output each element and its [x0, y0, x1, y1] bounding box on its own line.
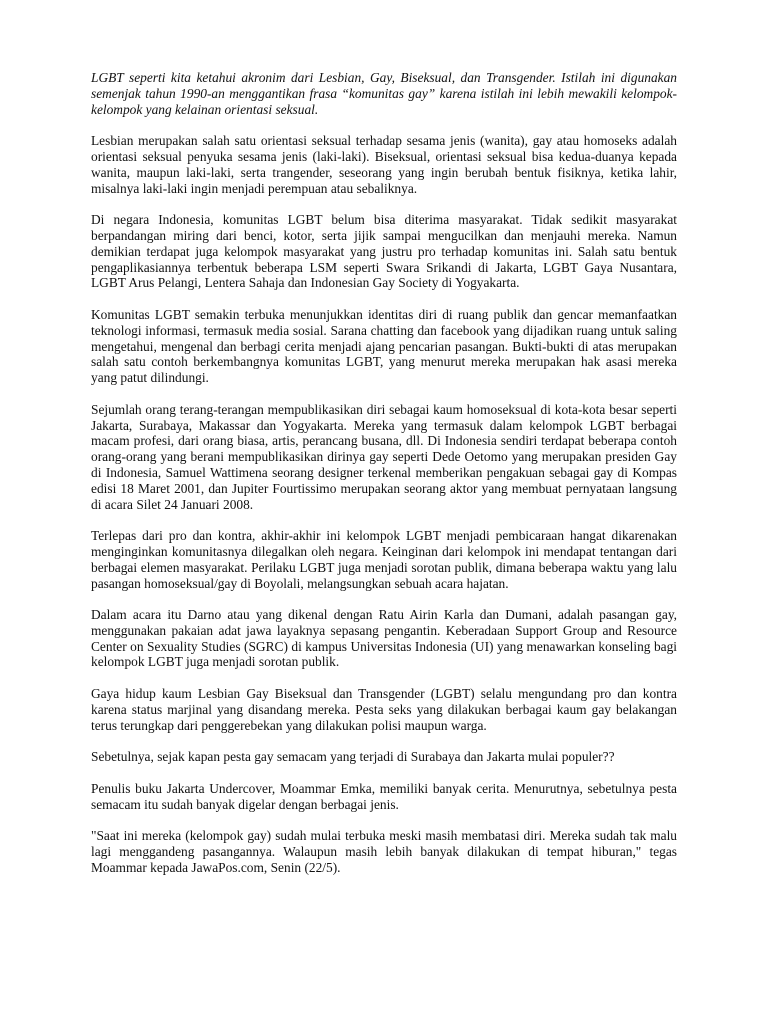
paragraph-intro: LGBT seperti kita ketahui akronim dari Lesbian, Gay, Biseksual, dan Transgender. Istilah ini digunakan semenjak tahun 1990-an menggantikan frasa “komunitas gay” karena istilah ini lebih mewakili kelompok-kelompok yang kelainan orientasi seksual.: [91, 70, 677, 117]
paragraph-public-figures: Sejumlah orang terang-terangan mempublikasikan diri sebagai kaum homoseksual di kota-kota besar seperti Jakarta, Surabaya, Makassar dan Yogyakarta. Mereka yang termasuk dalam kelompok LGBT berbagai macam profesi, dari orang biasa, artis, perancang busana, dll. Di Indonesia sendiri terdapat beberapa contoh orang-orang yang berani mempublikasikan dirinya gay seperti Dede Oetomo yang merupakan presiden Gay di Indonesia, Samuel Wattimena seorang designer terkenal memberikan pengakuan sebagai gay di Kompas edisi 18 Maret 2001, dan Jupiter Fourtissimo merupakan seorang aktor yang membuat pernyataan langsung di acara Silet 24 Januari 2008.: [91, 401, 677, 512]
paragraph-boyolali-event: Dalam acara itu Darno atau yang dikenal dengan Ratu Airin Karla dan Dumani, adalah pasangan gay, menggunakan pakaian adat jawa layaknya sepasang pengantin. Keberadaan Support Group and Resource Center on Sexuality Studies (SGRC) di kampus Universitas Indonesia (UI) yang menawarkan konseling bagi kelompok LGBT juga menjadi sorotan publik.: [91, 607, 677, 670]
document-page: [91, 70, 677, 891]
paragraph-definitions: Lesbian merupakan salah satu orientasi seksual terhadap sesama jenis (wanita), gay atau homoseks adalah orientasi seksual penyuka sesama jenis (laki-laki). Biseksual, orientasi seksual bisa kedua-duanya kepada wanita, maupun laki-laki, serta trangender, seseorang yang ingin berubah bentuk fisiknya, ketika lahir, misalnya laki-laki ingin menjadi perempuan atau sebaliknya.: [91, 133, 677, 196]
paragraph-quote: "Saat ini mereka (kelompok gay) sudah mulai terbuka meski masih membatasi diri. Mereka sudah tak malu lagi menggandeng pasangannya. Walaupun masih lebih banyak dilakukan di tempat hiburan," tegas Moammar kepada JawaPos.com, Senin (22/5).: [91, 828, 677, 875]
paragraph-question: Sebetulnya, sejak kapan pesta gay semacam yang terjadi di Surabaya dan Jakarta mulai populer??: [91, 749, 615, 765]
paragraph-social-media: Komunitas LGBT semakin terbuka menunjukkan identitas diri di ruang publik dan gencar memanfaatkan teknologi informasi, termasuk media sosial. Sarana chatting dan facebook yang dijadikan ruang untuk saling mengetahui, mengenal dan berbagi cerita menjadi ajang pencarian pasangan. Bukti-bukti di atas merupakan salah satu contoh berkembangnya komunitas LGBT, yang menurut mereka merupakan hak asasi mereka yang patut dilindungi.: [91, 306, 677, 386]
paragraph-lifestyle: Gaya hidup kaum Lesbian Gay Biseksual dan Transgender (LGBT) selalu mengundang pro dan kontra karena status marjinal yang disandang mereka. Pesta seks yang dilakukan berbagai kaum gay belakangan terus terungkap dari penggerebekan yang dilakukan polisi maupun warga.: [91, 686, 677, 733]
paragraph-author: Penulis buku Jakarta Undercover, Moammar Emka, memiliki banyak cerita. Menurutnya, sebetulnya pesta semacam itu sudah banyak digelar dengan berbagai jenis.: [91, 780, 677, 812]
paragraph-pro-contra: Terlepas dari pro dan kontra, akhir-akhir ini kelompok LGBT menjadi pembicaraan hangat dikarenakan menginginkan komunitasnya dilegalkan oleh negara. Keinginan dari kelompok ini mendapat tentangan dari berbagai elemen masyarakat. Perilaku LGBT juga menjadi sorotan publik, dimana beberapa waktu yang lalu pasangan homoseksual/gay di Boyolali, melangsungkan sebuah acara hajatan.: [91, 528, 677, 591]
paragraph-indonesia-reception: Di negara Indonesia, komunitas LGBT belum bisa diterima masyarakat. Tidak sedikit masyarakat berpandangan miring dari benci, kotor, serta jijik sampai mengucilkan dan menjauhi mereka. Namun demikian terdapat juga kelompok masyarakat yang justru pro terhadap komunitas ini. Salah satu bentuk pengaplikasiannya terbentuk beberapa LSM seperti Swara Srikandi di Jakarta, LGBT Gaya Nusantara, LGBT Arus Pelangi, Lentera Sahaja dan Indonesian Gay Society di Yogyakarta.: [91, 212, 677, 291]
